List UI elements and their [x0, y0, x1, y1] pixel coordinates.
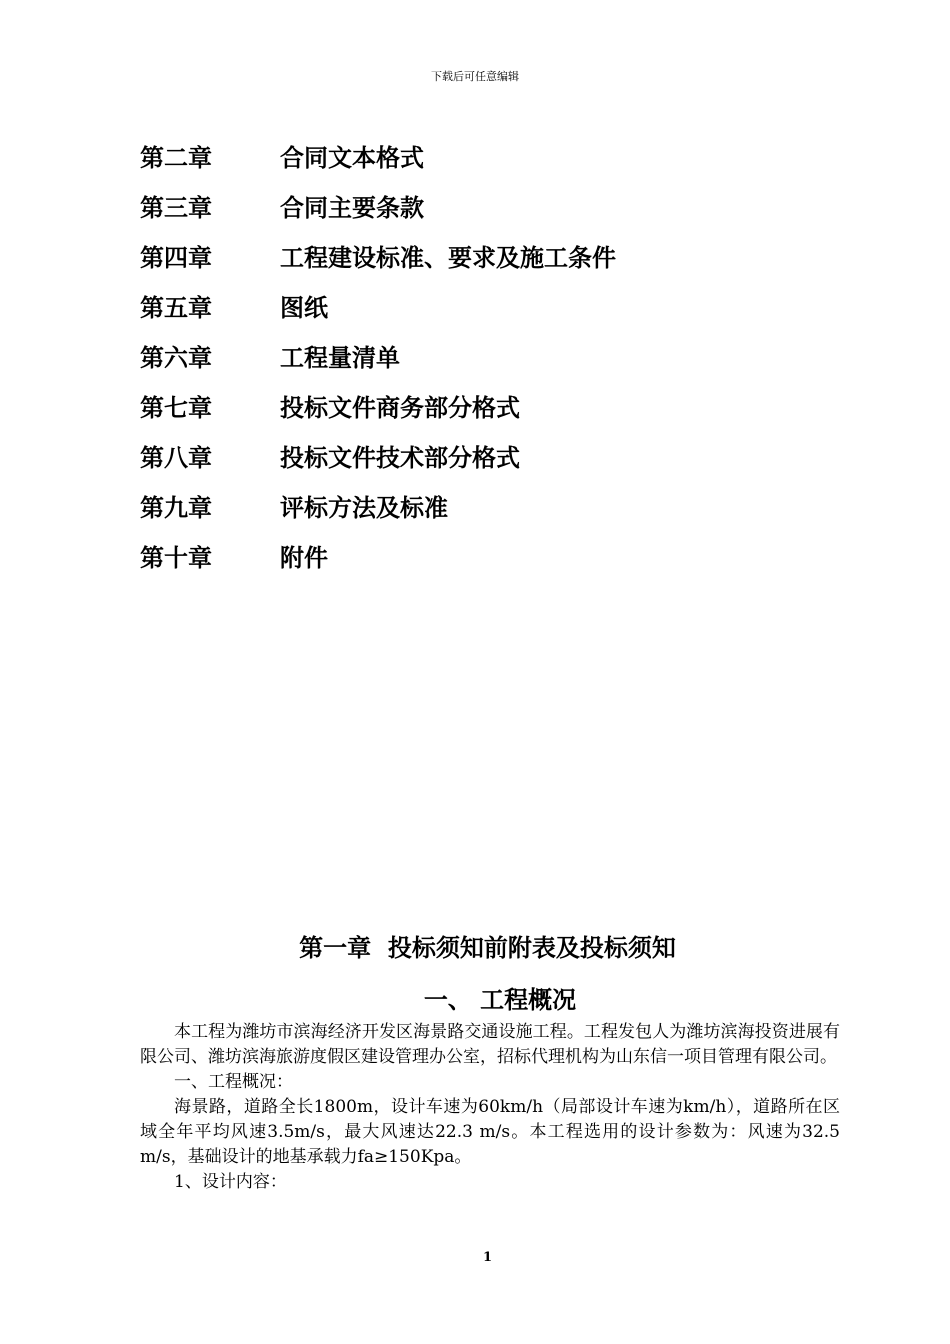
page-number: 1: [482, 1250, 493, 1265]
toc-chapter-title: 评标方法及标准: [280, 493, 448, 522]
paragraph-design-content: 1、设计内容：: [174, 1172, 287, 1192]
toc-chapter-label: 第六章: [140, 343, 212, 372]
toc-item: [140, 530, 820, 580]
toc-item: [140, 380, 820, 430]
toc-chapter-title: 附件: [280, 543, 328, 572]
toc-item: [140, 230, 820, 280]
paragraph-road-details: 海景路，道路全长1800m，设计车速为60km/h（局部设计车速为km/h），道路所在区域全年平均风速3.5m/s，最大风速达22.3 m/s。本工程选用的设计参数为：风速为32.5 m/s，基础设计的地基承载力fa≥150Kpa。: [140, 1097, 840, 1167]
body-text: [140, 1020, 840, 1195]
header-note: 下载后可任意编辑: [431, 70, 519, 83]
paragraph-project-intro: 本工程为潍坊市滨海经济开发区海景路交通设施工程。工程发包人为潍坊滨海投资进展有限公司、潍坊滨海旅游度假区建设管理办公室，招标代理机构为山东信一项目管理有限公司。: [140, 1022, 840, 1067]
table-of-contents: [140, 130, 820, 580]
chapter-heading: 第一章 投标须知前附表及投标须知: [299, 934, 676, 962]
toc-item: [140, 130, 820, 180]
toc-chapter-label: 第四章: [140, 243, 212, 272]
toc-chapter-title: 工程量清单: [280, 343, 400, 372]
toc-chapter-label: 第八章: [140, 443, 212, 472]
toc-chapter-label: 第十章: [140, 543, 212, 572]
toc-chapter-label: 第五章: [140, 293, 212, 322]
toc-chapter-title: 投标文件技术部分格式: [280, 443, 520, 472]
toc-chapter-title: 投标文件商务部分格式: [280, 393, 520, 422]
toc-chapter-label: 第二章: [140, 143, 212, 172]
toc-chapter-title: 合同主要条款: [280, 193, 424, 222]
toc-chapter-label: 第九章: [140, 493, 212, 522]
toc-item: [140, 430, 820, 480]
toc-item: [140, 330, 820, 380]
toc-item: [140, 480, 820, 530]
toc-chapter-label: 第七章: [140, 393, 212, 422]
toc-chapter-label: 第三章: [140, 193, 212, 222]
paragraph-overview-label: 一、工程概况：: [174, 1072, 293, 1092]
toc-chapter-title: 图纸: [280, 293, 328, 322]
toc-chapter-title: 工程建设标准、要求及施工条件: [280, 243, 616, 272]
toc-item: [140, 280, 820, 330]
section-heading: 一、 工程概况: [423, 986, 577, 1014]
toc-chapter-title: 合同文本格式: [280, 143, 424, 172]
toc-item: [140, 180, 820, 230]
